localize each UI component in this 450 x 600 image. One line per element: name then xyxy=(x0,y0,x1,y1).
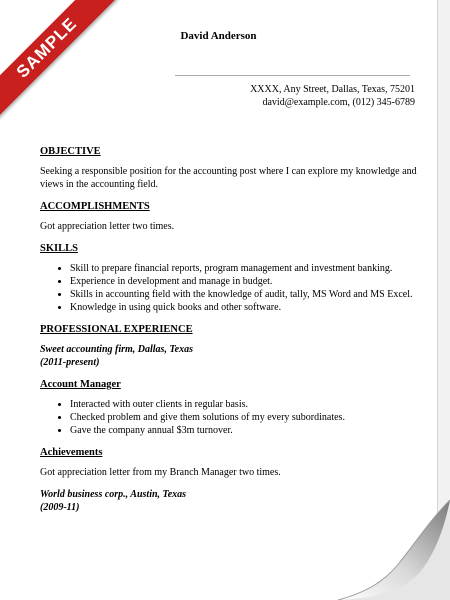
company-2-period: (2009-11) xyxy=(40,502,80,513)
contact-email-phone: david@example.com, (012) 345-6789 xyxy=(262,97,415,108)
skills-list xyxy=(40,262,420,314)
experience-heading: PROFESSIONAL EXPERIENCE xyxy=(40,324,193,335)
skills-list-item: • Skill to prepare financial reports, program management and investment banking. xyxy=(70,262,420,275)
duties-list-item: • Gave the company annual $3m turnover. xyxy=(70,424,420,437)
contact-block xyxy=(250,83,415,109)
contact-address: XXXX, Any Street, Dallas, Texas, 75201 xyxy=(250,84,415,95)
duties-list-item: • Checked problem and give them solutions of my every subordinates. xyxy=(70,411,420,424)
achievements-text: Got appreciation letter from my Branch Manager two times. xyxy=(40,467,281,478)
duties-list xyxy=(40,398,420,437)
resume-content xyxy=(40,145,420,523)
skills-list-item: • Knowledge in using quick books and other software. xyxy=(70,301,420,314)
accomplishments-text: Got appreciation letter two times. xyxy=(40,221,175,232)
company-1-period: (2011-present) xyxy=(40,357,100,368)
achievements-heading: Achievements xyxy=(40,447,103,458)
sample-badge: SAMPLE xyxy=(0,0,117,118)
company-2-name: World business corp., Austin, Texas xyxy=(40,489,187,500)
skills-list-item: • Skills in accounting field with the knowledge of audit, tally, MS Word and MS Excel. xyxy=(70,288,420,301)
header-divider xyxy=(175,75,410,76)
role-heading: Account Manager xyxy=(40,379,121,390)
experience-company-1 xyxy=(40,343,420,369)
objective-heading: OBJECTIVE xyxy=(40,146,101,157)
accomplishments-heading: ACCOMPLISHMENTS xyxy=(40,201,150,212)
page-curl xyxy=(338,500,450,600)
objective-text: Seeking a responsible position for the accounting post where I can explore my knowledge and views in the accounting field. xyxy=(40,166,417,190)
duties-list-item: • Interacted with outer clients in regular basis. xyxy=(70,398,420,411)
sample-ribbon xyxy=(0,0,130,130)
skills-list-item: • Experience in development and manage in budget. xyxy=(70,275,420,288)
company-1-name: Sweet accounting firm, Dallas, Texas xyxy=(40,344,193,355)
candidate-name: David Anderson xyxy=(180,30,257,42)
skills-heading: SKILLS xyxy=(40,243,78,254)
